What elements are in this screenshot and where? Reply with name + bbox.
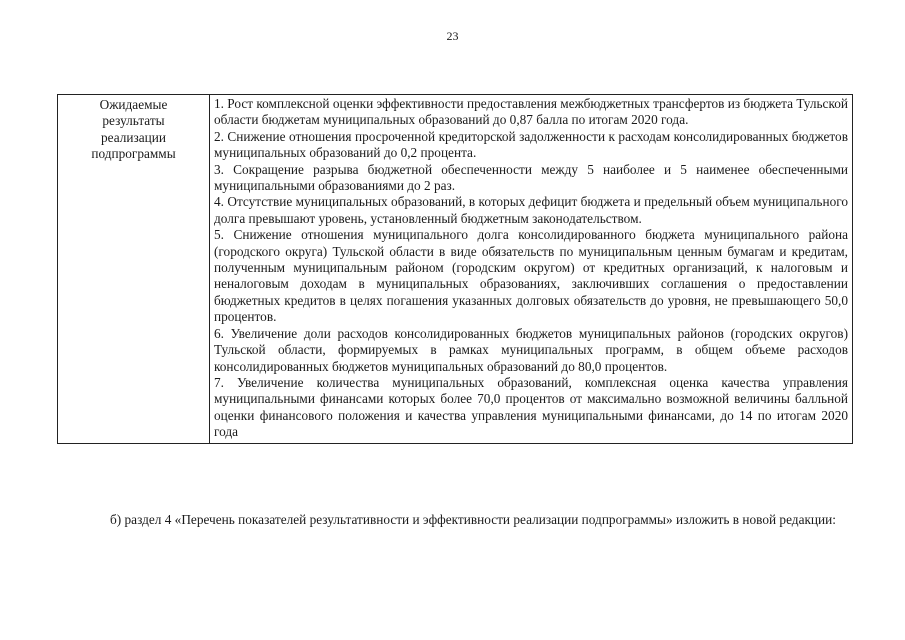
result-item-5: 5. Снижение отношения муниципального долга консолидированного бюджета муниципального района (городского округа) Тульской области в виде обязательств по муниципальным ценным бумагам и кредитам, полученным муниципальным районом (городским округом) от кредитных организаций, к налоговым и неналоговым доходам в муниципальных образованиях, заключивших соглашения о предоставлении бюджетных кредитов в целях погашения указанных долговых обязательств до уровня, не превышающего 50,0 процентов. xyxy=(214,227,848,325)
amendment-paragraph: б) раздел 4 «Перечень показателей результативности и эффективности реализации подпрограммы» изложить в новой редакции: xyxy=(110,512,836,527)
result-item-6: 6. Увеличение доли расходов консолидированных бюджетов муниципальных районов (городских округов) Тульской области, формируемых в рамках муниципальных программ, в общем объеме расходов консолидированных бюджетов муниципальных образований до 80,0 процентов. xyxy=(214,325,848,374)
result-item-7: 7. Увеличение количества муниципальных образований, комплексная оценка качества управления муниципальными финансами которых более 70,0 процентов от максимально возможной величины балльной оценки финансового положения и качества управления муниципальными финансами, до 14 по итогам 2020 года xyxy=(214,374,848,440)
table-row xyxy=(58,95,853,444)
page-number: 23 xyxy=(446,29,459,43)
result-item-1: 1. Рост комплексной оценки эффективности предоставления межбюджетных трансфертов из бюджета Тульской области бюджетам муниципальных образований до 0,87 балла по итогам 2020 года. xyxy=(214,96,849,128)
row-label-line: реализации xyxy=(101,129,166,145)
row-label-cell xyxy=(58,95,210,444)
results-list-cell xyxy=(210,95,853,444)
result-item-4: 4. Отсутствие муниципальных образований, в которых дефицит бюджета и предельный объем муниципального долга превышают уровень, установленный бюджетным законодательством. xyxy=(214,194,848,226)
result-item-2: 2. Снижение отношения просроченной кредиторской задолженности к расходам консолидированных бюджетов муниципальных образований до 0,2 процента. xyxy=(214,128,848,161)
row-label-line: Ожидаемые xyxy=(99,97,168,112)
expected-results-table xyxy=(57,94,853,444)
row-label-line: результаты xyxy=(102,113,165,129)
result-item-3: 3. Сокращение разрыва бюджетной обеспеченности между 5 наиболее и 5 наименее обеспеченными муниципальными образованиями до 2 раз. xyxy=(214,161,848,194)
row-label-line: подпрограммы xyxy=(91,146,176,162)
